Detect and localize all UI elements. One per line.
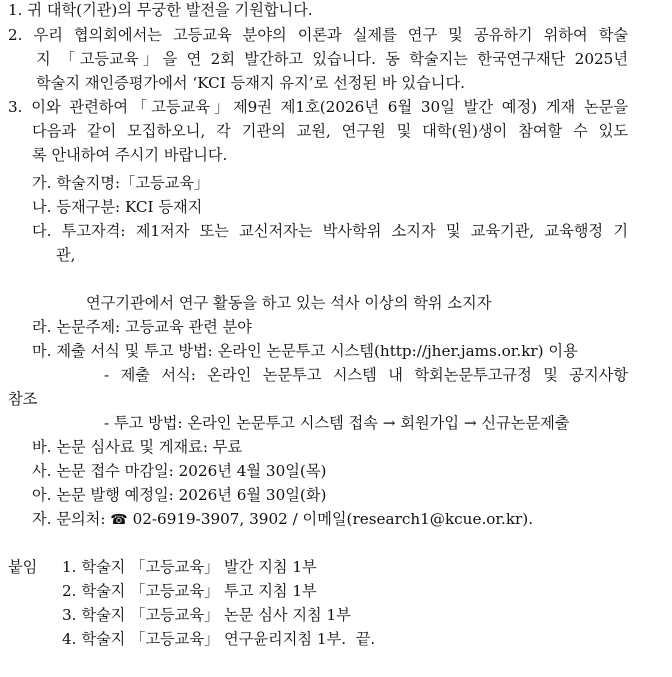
attachment-3: 3. 학술지 「고등교육」 논문 심사 지침 1부 — [62, 606, 351, 624]
item-2-line-2: 지 「고등교육」을 연 2회 발간하고 있습니다. 동 학술지는 한국연구재단 2025년 — [36, 50, 628, 68]
detail-publish-date: 아. 논문 발행 예정일: 2026년 6월 30일(화) — [32, 486, 327, 504]
item-1: 1. 귀 대학(기관)의 무궁한 발전을 기원합니다. — [8, 1, 313, 19]
detail-eligibility-line-1: 다. 투고자격: 제1저자 또는 교신저자는 박사학위 소지자 및 교육기관, 교육행정 기 — [32, 222, 628, 240]
detail-submission-format-cont: 참조 — [8, 390, 38, 408]
attachment-4: 4. 학술지 「고등교육」 연구윤리지침 1부. 끝. — [62, 630, 376, 648]
detail-journal-name: 가. 학술지명:「고등교육」 — [32, 174, 210, 192]
attachment-2: 2. 학술지 「고등교육」 투고 지침 1부 — [62, 582, 317, 600]
detail-submission-method: 마. 제출 서식 및 투고 방법: 온라인 논문투고 시스템(http://jher.jams.or.kr) 이용 — [32, 342, 578, 360]
detail-topic: 라. 논문주제: 고등교육 관련 분야 — [32, 318, 252, 336]
detail-fees: 바. 논문 심사료 및 게재료: 무료 — [32, 438, 243, 456]
detail-eligibility-line-3: 연구기관에서 연구 활동을 하고 있는 석사 이상의 학위 소지자 — [86, 294, 492, 312]
detail-contact — [32, 509, 533, 530]
item-2-line-1: 2. 우리 협의회에서는 고등교육 분야의 이론과 실제를 연구 및 공유하기 위하여 학술 — [8, 26, 628, 44]
item-3-line-2: 다음과 같이 모집하오니, 각 기관의 교원, 연구원 및 대학(원)생이 참여할 수 있도 — [32, 122, 628, 140]
contact-info: 02-6919-3907, 3902 / 이메일(research1@kcue.or.kr). — [127, 510, 534, 528]
item-2-line-3: 학술지 재인증평가에서 ‘KCI 등재지 유지’로 선정된 바 있습니다. — [36, 74, 465, 92]
item-3-line-1: 3. 이와 관련하여「고등교육」제9권 제1호(2026년 6월 30일 발간 예정) 게재 논문을 — [8, 98, 628, 116]
detail-submission-steps: - 투고 방법: 온라인 논문투고 시스템 접속 → 회원가입 → 신규논문제출 — [104, 414, 570, 432]
phone-icon: ☎ — [110, 512, 128, 528]
detail-deadline: 사. 논문 접수 마감일: 2026년 4월 30일(목) — [32, 462, 327, 480]
item-3-line-3: 록 안내하여 주시기 바랍니다. — [32, 146, 228, 164]
contact-label: 자. 문의처: — [32, 510, 111, 528]
detail-eligibility-line-2: 관, — [56, 246, 76, 264]
attachment-1: 1. 학술지 「고등교육」 발간 지침 1부 — [62, 558, 317, 576]
attachments-label: 붙임 — [8, 558, 38, 576]
detail-registration-type: 나. 등재구분: KCI 등재지 — [32, 198, 203, 216]
detail-submission-format: - 제출 서식: 온라인 논문투고 시스템 내 학회논문투고규정 및 공지사항 — [104, 366, 628, 384]
